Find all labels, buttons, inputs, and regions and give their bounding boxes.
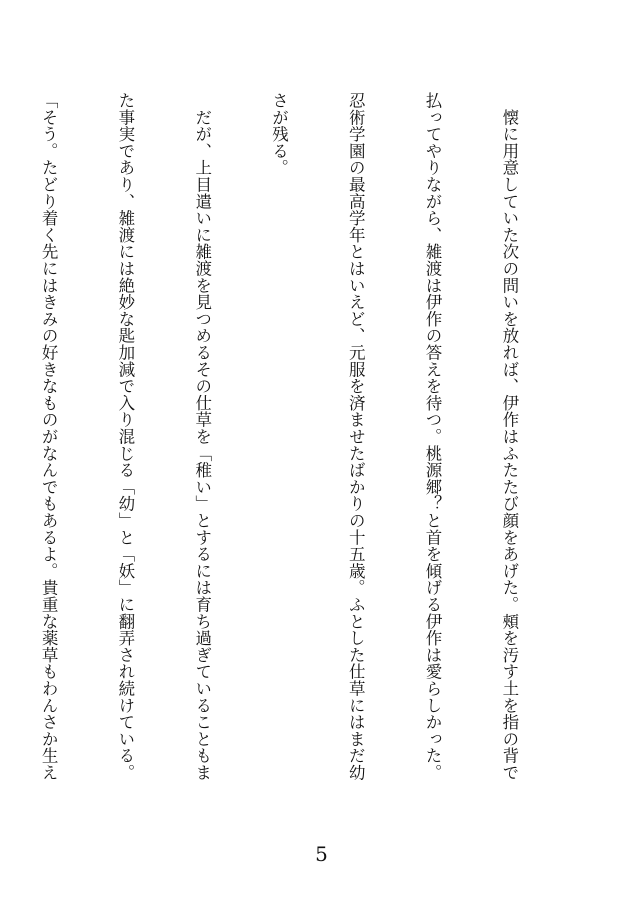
text-line: だが、上目遣いに雑渡を見つめるその仕草を「稚い」とするには育ち過ぎていることもま bbox=[192, 92, 212, 781]
text-line: た事実であり、雑渡には絶妙な匙加減で入り混じる「幼」と「妖」に翻弄され続けている。 bbox=[115, 92, 135, 781]
text-line: 払ってやりながら、雑渡は伊作の答えを待つ。桃源郷？と首を傾げる伊作は愛らしかった。 bbox=[423, 92, 443, 781]
text-line: 懐に用意していた次の問いを放れば、伊作はふたたび顔をあげた。頰を汚す土を指の背で bbox=[499, 92, 519, 781]
text-line: さが残る。 bbox=[269, 92, 289, 176]
page-number: 5 bbox=[315, 842, 328, 866]
text-line: 忍術学園の最高学年とはいえど、元服を済ませたばかりの十五歳。ふとした仕草にはまだ幼 bbox=[346, 92, 366, 781]
text-line: 「そう。たどり着く先にはきみの好きなものがなんでもあるよ。貴重な薬草もわんさか生え bbox=[39, 92, 59, 781]
body-text bbox=[39, 92, 573, 812]
